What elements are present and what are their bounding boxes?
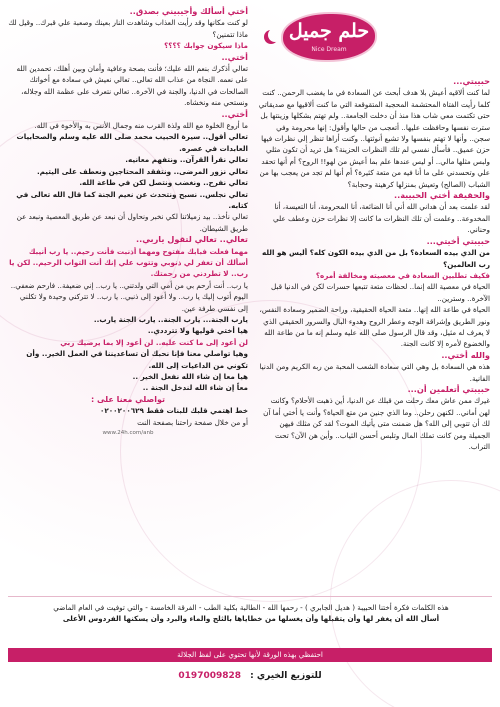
paragraph: معاً إن شاء الله لندخل الجنة .. xyxy=(142,383,248,393)
highlight-text: فكيف تطلبين السعادة في معصيته ومخالفة أمره؟ xyxy=(315,270,490,280)
paragraph: تعالي أذكرك بنعم الله عليك؛ فأنت بصحة وعافية وأمان وبين أهلك، تحمدين الله على نعمه. النجاة من عذاب الله تعالى.. تعالي نعيش في سعادة مع أخواتك الصالحات في الدنيا، والجنة في الآخرة.. تعالي نتعرف على عظمة الله وجلاله، ونستحي منه ونخشاه. xyxy=(16,64,248,108)
paragraph: يا رب.. أنت أرحم بي من أمي التي ولدتني.. يا رب.. إني ضعيفة.. فارحم ضعفي.. اليوم أتوب إليك يا رب.. ولا أعود إلى ذنبي.. يا رب.. لا تتركني وحيدة ولا تكلني إلى نفسي طرفة عين. xyxy=(10,280,248,313)
dedication-text xyxy=(20,602,482,624)
website-link[interactable]: www.24h.com/anb xyxy=(102,430,154,437)
dedication-line: هذه الكلمات فكرة أختنا الحبيبة ( هديل الجابري ) - رحمها الله - الطالبة بكلية الطب - الفرقة الخامسة - والتي توفيت في العام الماضي xyxy=(53,603,449,612)
paragraph: ما أروع الخلوة مع الله ولذة القرب منه وجمال الأنس به والأخوة في الله. xyxy=(34,121,248,131)
dedication-line: أسأل الله أن يغفر لها وأن يتقبلها وأن يغسلها من خطاياها بالثلج والماء والبرد وأن يسكنها الفردوس الأعلى xyxy=(62,614,440,623)
paragraph: هيا معا إن شاء الله نفعل الخير .. xyxy=(132,372,248,381)
section-heading: والله أختي.. xyxy=(441,349,490,360)
list-item: تعالي نزور المرضى.. ونتفقد المحتاجين ونعطف على اليتيم. xyxy=(36,166,248,176)
section-heading: تعالي.. تعالي لتقول ياربي.. xyxy=(135,234,248,245)
paragraph: الحياة في طاعة الله إنها.. متعة الحياة الحقيقية، وراحة الضمير وسعادة النفس، ونور الطريق وإشراقة الوجه وعطر الروح وهدوء البال والسرور الحقيقي الذي لا يعرف له مثيل، وقد قال الرسول صلى الله عليه وسلم إنه ما من طاعة الله والخضوع لأمره إلا كانت الجنة. xyxy=(259,305,490,349)
section-heading: حبيبتي أتعلمين أن... xyxy=(407,383,490,394)
contact-line: أو من خلال صفحة راحتنا بصفحة النت xyxy=(137,417,248,427)
section-heading: أختي.. xyxy=(221,51,248,62)
list-item: تعالي نقرأ القرآن.. ونتفهم معانيه. xyxy=(125,155,248,165)
section-heading: حبيبتي أخيتي... xyxy=(426,235,490,246)
logo-subtitle: Nice Dream xyxy=(311,46,347,53)
logo-text: حلم جميل xyxy=(288,20,370,42)
contact-line: خط اهتمي قلبك للبنات فقط ٠٢٠٠٢٠٠٦٢٩ xyxy=(100,406,248,416)
paragraph: وهيا تواصلي معنا فإنا نحبك أن تساعديننا في العمل الخير.. وأن تكوني من الداعيات إلى الله. xyxy=(26,349,248,370)
paragraph: لو كنت مكانها وقد رأيت العذاب وشاهدت النار بعينك وصعبة علي قبرك.. وقيل لك ماذا تتمنين؟ xyxy=(8,18,248,39)
paragraph: هذه هي السعادة بل وهي التي سعادة الشعب المحبة من ربه الكريم ومن الدنيا الفانية. xyxy=(259,362,490,383)
left-column xyxy=(8,6,248,578)
contact-title: تواصلي معنا على : xyxy=(91,394,165,404)
list-item: تعالي نجلس.. نسبح ونتحدث عن نعيم الجنة كما قال الله تعالى في كتابه. xyxy=(16,189,248,210)
section-heading: والحقيقة أختي الحبيبة.. xyxy=(394,190,490,201)
question-text: من الذي بيده السعادة؟ بل من الذي بيده الكون كله؟ أليس هو الله رب العالمين؟ xyxy=(262,248,490,269)
logo xyxy=(283,6,375,66)
highlight-text: ماذا سيكون جوابك ؟؟؟؟ xyxy=(164,41,248,51)
section-heading: أختي أسألك وأجيبيني بصدق.. xyxy=(129,6,248,16)
paragraph: هيا أختي قوليها ولا تترددي.. xyxy=(147,326,248,336)
distribution-info xyxy=(0,664,500,688)
highlight-text: لن أعود إلى ما كنت عليه.. لن أعود إلا بما يرضيك ربي xyxy=(60,337,248,347)
section-heading: يارب الجنة... يارب الجنة.. يارب الجنة يارب.. xyxy=(93,314,248,324)
distribution-label: للتوزيع الخيري : xyxy=(250,671,322,681)
divider xyxy=(8,596,492,597)
paragraph: غيرك ممن عاش معك رحلت من قبلك عن الدنيا، أين ذهبت الأحلام؟ وكانت لهن أماني.. لكنهن رحلن.. وما الذي جنين من متع الحياة؟ وأنت يا أختي أما آن لك أن تتوبي إلى الله؟ هل ضمنت متى يأتيك الموت؟ لقد كن مثلك فيهن الجميلة ومن كانت تملك المال وتلبس أحسن الثياب.. وأين هن الآن؟ تحت التراب. xyxy=(263,396,490,451)
paragraph: لقد علمت بعد أن هداني الله أني أنا الضائعة، أنا المحرومة، أنا التعيسة، أنا المخدوعة.. وعلمت أن تلك النظرات ما كانت إلا نظرات حزن وعطف علي وحناني. xyxy=(273,202,490,235)
distribution-number: 0197009828 xyxy=(178,671,242,681)
paragraph: الحياة في معصية الله إنما.. لحظات متعة تتبعها حسرات لكن في الدنيا قبل الآخرة.. وسترين.. xyxy=(270,282,490,303)
list-item: تعالي أقول.. سيرة الحبيب محمد صلى الله عليه وسلم والصحابيات العابدات في عصره. xyxy=(16,132,248,153)
section-heading: حبيبتي... xyxy=(453,76,490,86)
section-heading: أختي.. xyxy=(221,108,248,119)
right-column xyxy=(258,76,490,586)
highlight-text: مهما فعلت فبابك مفتوح ومهما أذنبت فأنت رحيم.. يا رب أنيبك أسألك أن تغفر لي ذنوبي وتتوب علي إنك أنت التواب الرحيم.. لكن يا رب.. لا تطردني من رحمتك. xyxy=(9,246,248,279)
notice-bar: احتفظي بهذه الورقة لأنها تحتوي على لفظ الجلالة xyxy=(8,648,492,662)
crescent-moon-icon xyxy=(268,28,282,42)
paragraph: تعالي نأخذ.. بيد زميلاتنا لكي نخبر ونحاول أن نبعد عن طريق المعصية ونبعد عن طريق الشيطان. xyxy=(16,212,248,233)
list-item: تعالي نفرح.. ونغضب ونتصل لكن في طاعة الله. xyxy=(79,178,248,188)
paragraph: لما كنت ألاقيه أعيش بلا هدف أبحث عن السعادة في ما يغضب الرحمن.. كنت كلما رأيت الفتاة المحتشمة المحجبة المتقوقعة التي ما كنت ألاقيها مع صديقاتي حتى تكتمت معي شاب هذا منذ أن دخلت الجامعة.. ولم تهتم بشكلها وزينتها بل سترت نفسها وحافظت عليها.. أتعجب من حالها وأقول: إنها محرومة وفي سجن.. وأنها لا تهتم بنفسها ولا تشبع أنوثتها.. وكنت أراها تنظر إلي نظرات فيها حزن عميق.. فأسأل نفسي لم تلك النظرات الحزينة؟ هل تريد أن تكون مثلي ولبس مثلها مالي.. أو ليس عندها علم بما أعيش من لهو!! الروح؟ أم أنها تحقد علي وتحسدني على ما أنا فيه من متعة كثيرة؟ أم أنها لم تجد من يعجب بها من الشباب (الصالح) وتعيش بمنزلها كرهينة وحجابة؟ xyxy=(258,88,490,189)
